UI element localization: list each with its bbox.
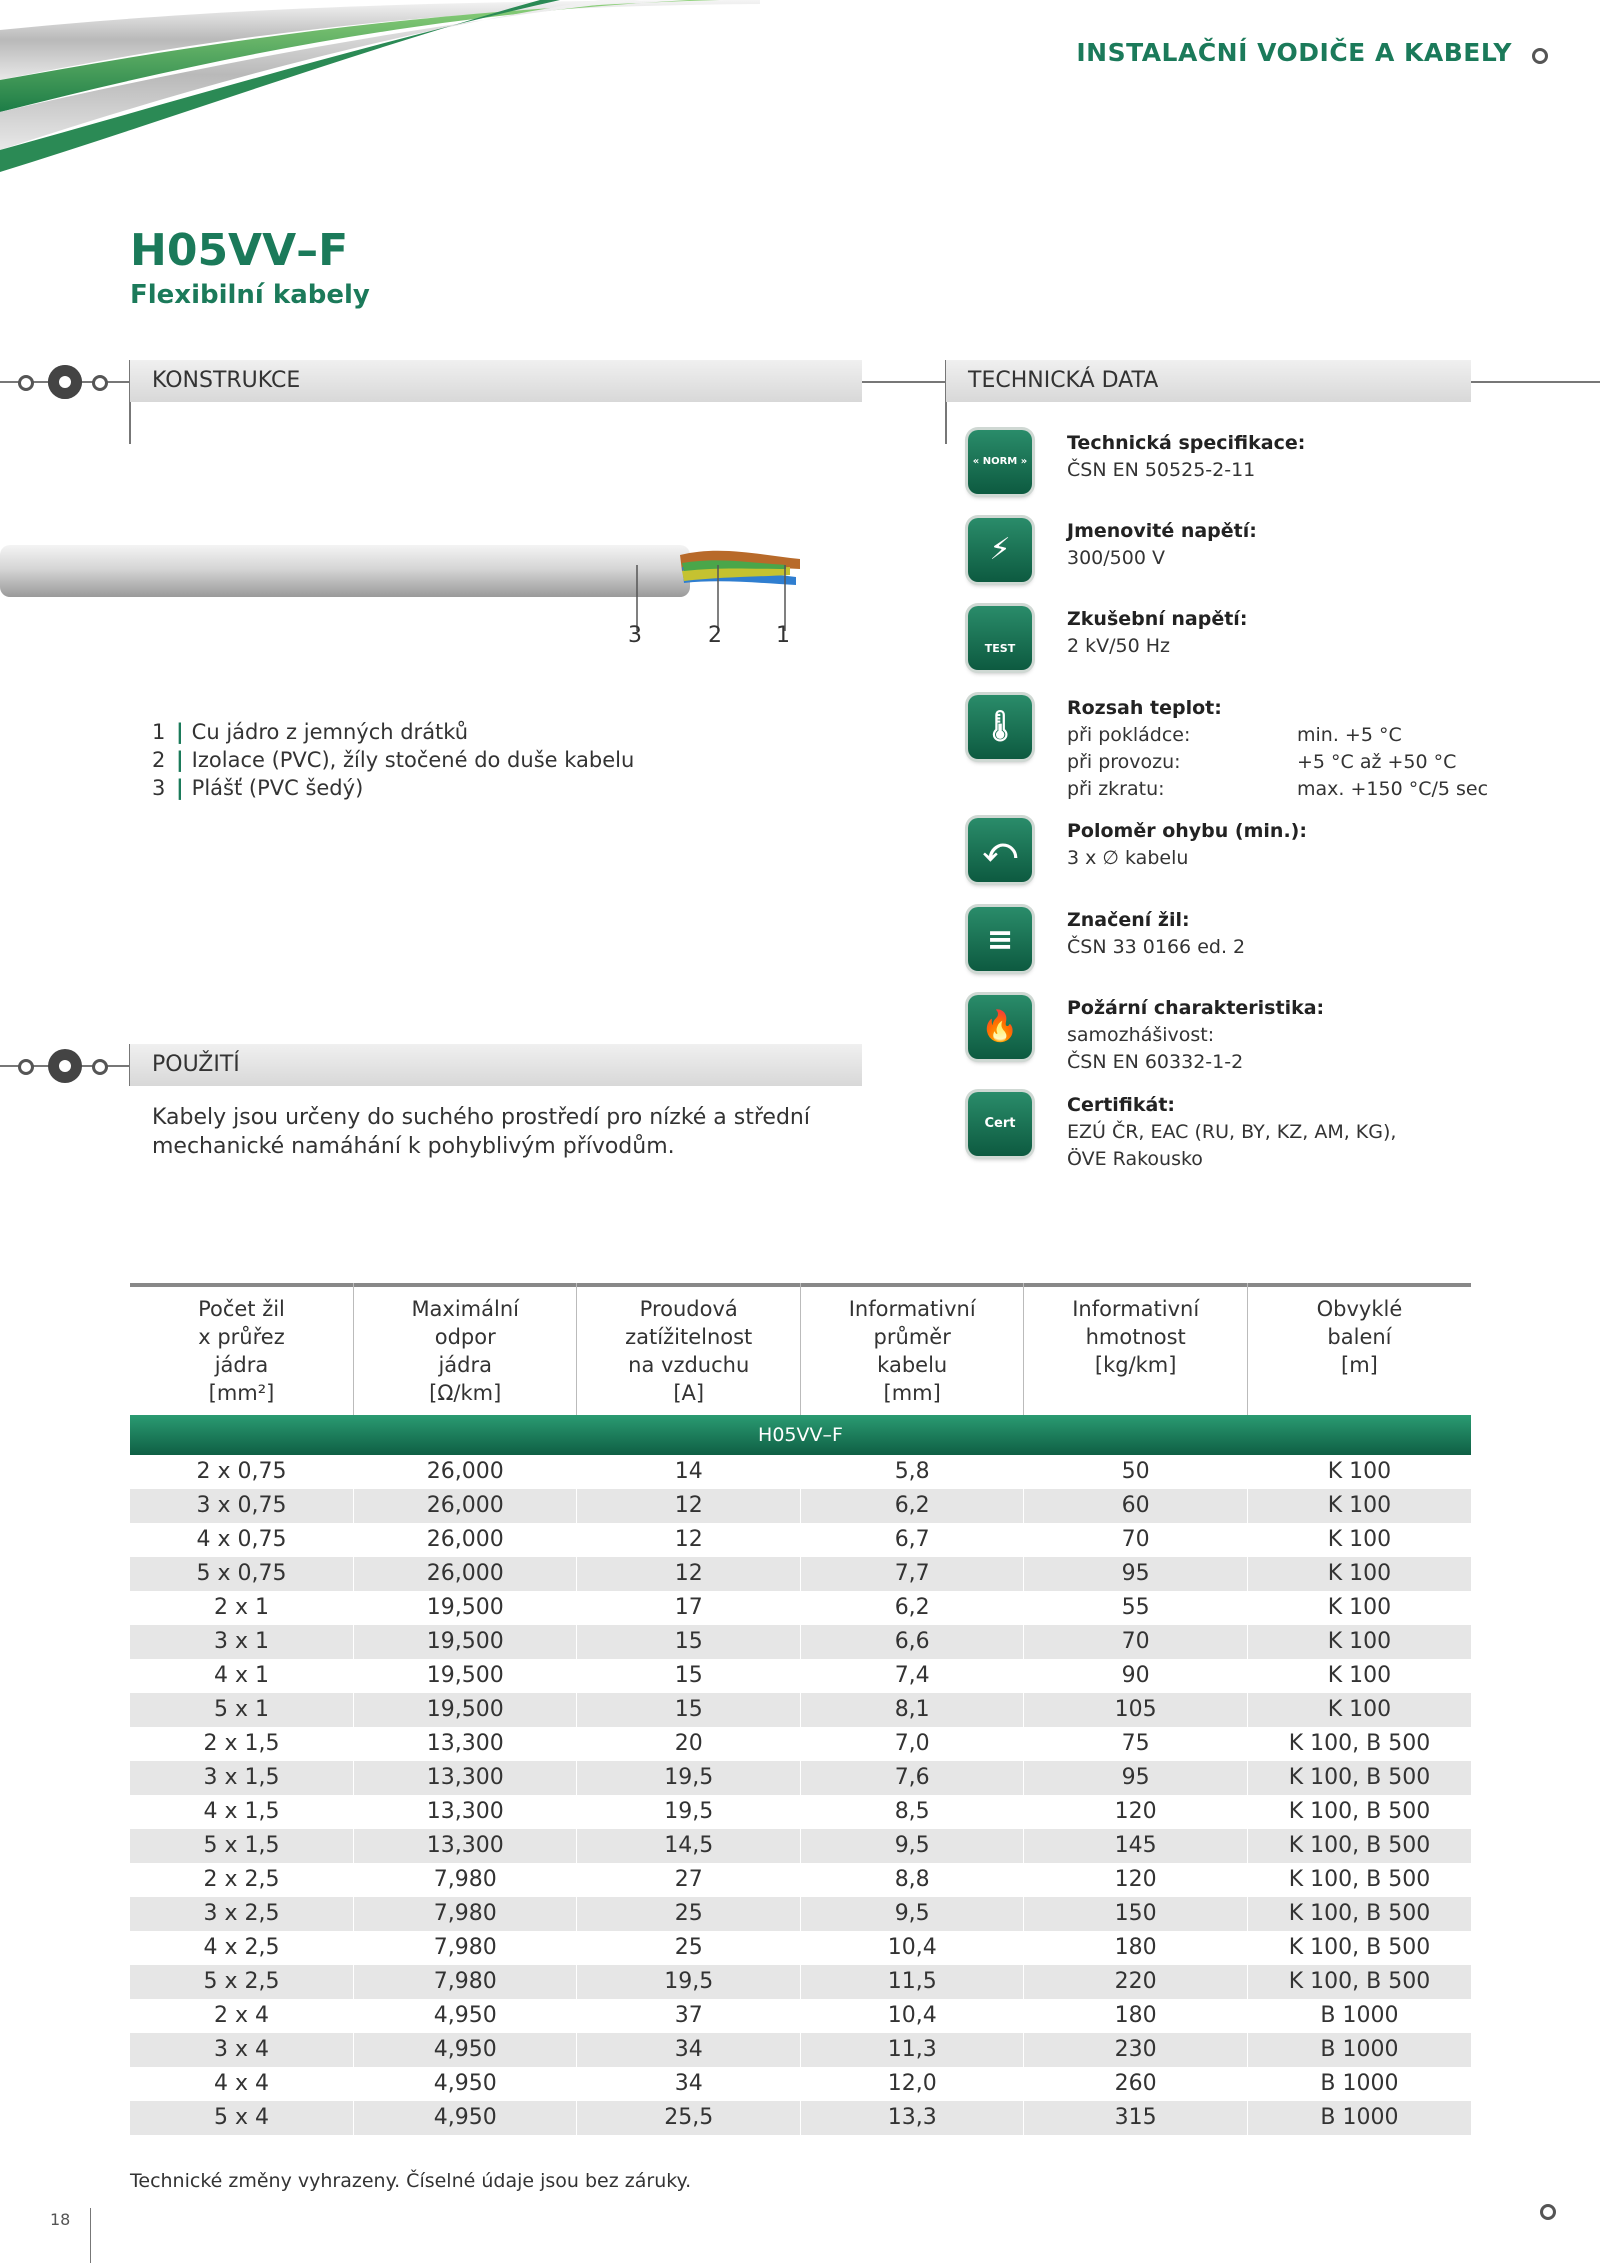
table-cell: 4 x 4 xyxy=(213,2071,269,2096)
column-header: Informativní hmotnost [kg/km] xyxy=(1024,1283,1247,1415)
table-cell: 10,4 xyxy=(800,1999,1023,2033)
table-cell: 120 xyxy=(1024,1863,1247,1897)
table-cell: 13,3 xyxy=(800,2101,1023,2135)
table-cell: 150 xyxy=(1024,1897,1247,1931)
table-cell: K 100, B 500 xyxy=(1247,1795,1471,1829)
table-cell: 95 xyxy=(1024,1557,1247,1591)
table-cell: 25 xyxy=(577,1897,800,1931)
cable-banner-graphic xyxy=(0,0,760,180)
table-cell: K 100 xyxy=(1247,1659,1471,1693)
table-cell: 12,0 xyxy=(800,2067,1023,2101)
section-header-construction: KONSTRUKCE xyxy=(130,360,862,402)
table-cell: 3 x 0,75 xyxy=(130,1489,353,1523)
table-cell: 90 xyxy=(1024,1659,1247,1693)
tech-value: 300/500 V xyxy=(1067,547,1165,569)
table-cell: 5 x 4 xyxy=(130,2101,353,2135)
table-cell: 4,950 xyxy=(353,1999,576,2033)
table-cell: 50 xyxy=(1024,1455,1247,1489)
table-cell: 5 x 1 xyxy=(130,1693,353,1727)
header-bullet-icon xyxy=(1532,48,1548,64)
section-header-usage: POUŽITÍ xyxy=(130,1044,862,1086)
table-cell: 105 xyxy=(1024,1693,1247,1727)
column-header: Proudová zatížitelnost na vzduchu [A] xyxy=(577,1283,800,1415)
table-cell: 20 xyxy=(577,1727,800,1761)
table-cell: 12 xyxy=(577,1557,800,1591)
table-row xyxy=(130,2033,1471,2067)
tech-label: Poloměr ohybu (min.): xyxy=(1067,820,1307,842)
tech-label: Jmenovité napětí: xyxy=(1067,520,1257,542)
table-cell: 5 x 0,75 xyxy=(130,1557,353,1591)
table-cell: K 100 xyxy=(1247,1523,1471,1557)
table-cell: 4 x 1 xyxy=(213,1663,269,1688)
table-cell: K 100, B 500 xyxy=(1247,1829,1471,1863)
table-cell: 3 x 1,5 xyxy=(130,1761,353,1795)
table-cell: 15 xyxy=(577,1625,800,1659)
table-cell: 37 xyxy=(577,1999,800,2033)
table-row xyxy=(130,1625,1471,1659)
tech-label: Značení žil: xyxy=(1067,909,1190,931)
column-header: Obvyklé balení [m] xyxy=(1247,1283,1471,1415)
table-cell: 9,5 xyxy=(800,1829,1023,1863)
table-row xyxy=(130,1659,1471,1693)
table-row xyxy=(130,1965,1471,1999)
table-cell: 19,500 xyxy=(353,1591,576,1625)
table-row xyxy=(130,1897,1471,1931)
table-cell: 180 xyxy=(1024,1999,1247,2033)
column-header: Počet žil x průřez jádra [mm²] xyxy=(198,1297,285,1405)
table-cell: 6,6 xyxy=(800,1625,1023,1659)
section-node-icon xyxy=(92,375,108,391)
table-cell: 7,980 xyxy=(353,1863,576,1897)
table-row xyxy=(130,1863,1471,1897)
table-cell: 145 xyxy=(1024,1829,1247,1863)
table-row xyxy=(130,1931,1471,1965)
certificate-item xyxy=(968,1092,1588,1182)
table-cell: K 100 xyxy=(1247,1625,1471,1659)
table-cell: 26,000 xyxy=(353,1455,576,1489)
test-voltage-icon: TEST xyxy=(968,606,1032,670)
table-cell: 7,980 xyxy=(353,1965,576,1999)
table-cell: 19,500 xyxy=(353,1625,576,1659)
voltage-icon: ⚡ xyxy=(968,518,1032,582)
table-cell: 120 xyxy=(1024,1795,1247,1829)
table-row xyxy=(130,1727,1471,1761)
table-row xyxy=(130,1489,1471,1523)
table-cell: 12 xyxy=(577,1489,800,1523)
fire-icon: 🔥 xyxy=(968,995,1032,1059)
thermometer-icon: 🌡 xyxy=(968,695,1032,759)
table-cell: 13,300 xyxy=(353,1727,576,1761)
table-cell: 8,5 xyxy=(800,1795,1023,1829)
table-cell: 10,4 xyxy=(800,1931,1023,1965)
table-cell: 70 xyxy=(1024,1625,1247,1659)
temp-install-value: min. +5 °C xyxy=(1297,724,1402,746)
fire-characteristics-item xyxy=(968,995,1588,1085)
table-cell: K 100, B 500 xyxy=(1247,1965,1471,1999)
table-cell: B 1000 xyxy=(1247,2067,1471,2101)
cable-data-table xyxy=(130,1283,1471,2135)
table-cell: K 100, B 500 xyxy=(1247,1931,1471,1965)
divider-line xyxy=(862,381,946,383)
tech-value: ČSN EN 60332-1-2 xyxy=(1067,1051,1244,1073)
table-cell: 5,8 xyxy=(800,1455,1023,1489)
table-cell: 17 xyxy=(577,1591,800,1625)
table-cell: 230 xyxy=(1024,2033,1247,2067)
table-cell: 2 x 0,75 xyxy=(196,1459,287,1484)
table-row xyxy=(130,1761,1471,1795)
list-item: 2 | Izolace (PVC), žíly stočené do duše kabelu xyxy=(152,748,635,772)
table-cell: K 100, B 500 xyxy=(1247,1727,1471,1761)
table-cell: B 1000 xyxy=(1247,1999,1471,2033)
table-cell: 19,5 xyxy=(577,1761,800,1795)
table-row xyxy=(130,1999,1471,2033)
table-cell: 9,5 xyxy=(800,1897,1023,1931)
table-cell: 180 xyxy=(1024,1931,1247,1965)
table-cell: 25 xyxy=(577,1931,800,1965)
table-row xyxy=(130,1591,1471,1625)
tech-label: Požární charakteristika: xyxy=(1067,997,1325,1019)
table-cell: 7,980 xyxy=(353,1931,576,1965)
table-cell: 2 x 1,5 xyxy=(203,1731,280,1756)
tech-label: Zkušební napětí: xyxy=(1067,608,1248,630)
table-cell: 7,6 xyxy=(800,1761,1023,1795)
section-main-node-icon xyxy=(48,1049,82,1083)
table-row xyxy=(130,1455,1471,1489)
temp-install-label: při pokládce: xyxy=(1067,724,1191,746)
table-row xyxy=(130,2101,1471,2135)
table-cell: 34 xyxy=(577,2033,800,2067)
table-cell: 26,000 xyxy=(353,1489,576,1523)
table-cell: 13,300 xyxy=(353,1761,576,1795)
page-header-title: INSTALAČNÍ VODIČE A KABELY xyxy=(1076,38,1512,67)
table-cell: 2 x 4 xyxy=(213,2003,269,2028)
table-cell: K 100 xyxy=(1247,1557,1471,1591)
table-cell: 13,300 xyxy=(353,1829,576,1863)
table-cell: 2 x 1 xyxy=(213,1595,269,1620)
table-cell: 4 x 2,5 xyxy=(203,1935,280,1960)
table-cell: 75 xyxy=(1024,1727,1247,1761)
table-cell: 60 xyxy=(1024,1489,1247,1523)
section-node-icon xyxy=(18,1059,34,1075)
list-item: 1 | Cu jádro z jemných drátků xyxy=(152,720,469,744)
table-cell: 12 xyxy=(577,1523,800,1557)
table-row xyxy=(130,2067,1471,2101)
table-cell: 55 xyxy=(1024,1591,1247,1625)
section-header-technical: TECHNICKÁ DATA xyxy=(946,360,1471,402)
temperature-range-item xyxy=(968,695,1588,805)
tech-value: 3 x ∅ kabelu xyxy=(1067,847,1189,869)
table-cell: K 100 xyxy=(1247,1489,1471,1523)
table-cell: 315 xyxy=(1024,2101,1247,2135)
table-cell: 13,300 xyxy=(353,1795,576,1829)
core-marking-item xyxy=(968,907,1588,977)
tech-value: samozhášivost: xyxy=(1067,1024,1215,1046)
table-cell: 4 x 0,75 xyxy=(196,1527,287,1552)
table-cell: 2 x 2,5 xyxy=(203,1867,280,1892)
tech-value: 2 kV/50 Hz xyxy=(1067,635,1171,657)
table-cell: 25,5 xyxy=(577,2101,800,2135)
temp-short-value: max. +150 °C/5 sec xyxy=(1297,778,1489,800)
product-title: H05VV–F xyxy=(130,225,349,276)
table-cell: 220 xyxy=(1024,1965,1247,1999)
table-row xyxy=(130,1523,1471,1557)
table-cell: K 100, B 500 xyxy=(1247,1897,1471,1931)
table-cell: K 100 xyxy=(1247,1591,1471,1625)
tech-spec-item xyxy=(968,430,1588,500)
table-cell: 5 x 2,5 xyxy=(130,1965,353,1999)
bend-radius-item xyxy=(968,818,1588,888)
table-cell: K 100 xyxy=(1247,1693,1471,1727)
footnote: Technické změny vyhrazeny. Číselné údaje jsou bez záruky. xyxy=(130,2170,692,2192)
divider-line xyxy=(1471,381,1600,383)
table-cell: 11,3 xyxy=(800,2033,1023,2067)
table-cell: B 1000 xyxy=(1247,2101,1471,2135)
table-cell: K 100, B 500 xyxy=(1247,1761,1471,1795)
test-voltage-item xyxy=(968,606,1588,676)
table-cell: 19,5 xyxy=(577,1795,800,1829)
construction-list xyxy=(152,718,634,802)
table-cell: 11,5 xyxy=(800,1965,1023,1999)
list-item: 3 | Plášť (PVC šedý) xyxy=(152,776,364,800)
table-cell: 70 xyxy=(1024,1523,1247,1557)
table-header-row xyxy=(130,1283,1471,1415)
cable-label-2: 2 xyxy=(708,623,722,648)
cable-label-3: 3 xyxy=(628,623,642,648)
table-cell: 6,2 xyxy=(800,1591,1023,1625)
tech-value: ÖVE Rakousko xyxy=(1067,1148,1203,1170)
table-cell: 5 x 1,5 xyxy=(130,1829,353,1863)
table-cell: 15 xyxy=(577,1693,800,1727)
table-cell: 19,5 xyxy=(577,1965,800,1999)
temp-operation-label: při provozu: xyxy=(1067,751,1181,773)
table-cell: 4,950 xyxy=(353,2067,576,2101)
table-cell: 19,500 xyxy=(353,1693,576,1727)
tech-label: Certifikát: xyxy=(1067,1094,1176,1116)
column-header: Maximální odpor jádra [Ω/km] xyxy=(353,1283,576,1415)
tech-label: Technická specifikace: xyxy=(1067,432,1306,454)
table-cell: K 100 xyxy=(1247,1455,1471,1489)
table-cell: 7,7 xyxy=(800,1557,1023,1591)
table-cell: 26,000 xyxy=(353,1523,576,1557)
table-cell: 19,500 xyxy=(353,1659,576,1693)
table-cell: 3 x 2,5 xyxy=(130,1897,353,1931)
table-cell: 4 x 1,5 xyxy=(203,1799,280,1824)
section-main-node-icon xyxy=(48,365,82,399)
table-cell: 4,950 xyxy=(353,2033,576,2067)
core-marking-icon: ≡ xyxy=(968,907,1032,971)
table-cell: 14 xyxy=(577,1455,800,1489)
table-cell: 4,950 xyxy=(353,2101,576,2135)
table-cell: 3 x 4 xyxy=(130,2033,353,2067)
table-cell: 7,0 xyxy=(800,1727,1023,1761)
tech-value: EZÚ ČR, EAC (RU, BY, KZ, AM, KG), xyxy=(1067,1121,1397,1143)
rated-voltage-item xyxy=(968,518,1588,588)
temp-operation-value: +5 °C až +50 °C xyxy=(1297,751,1457,773)
norm-icon: « NORM » xyxy=(968,430,1032,494)
table-cell: 34 xyxy=(577,2067,800,2101)
temp-short-label: při zkratu: xyxy=(1067,778,1165,800)
divider-line xyxy=(90,2208,91,2263)
table-cell: 8,1 xyxy=(800,1693,1023,1727)
page-number: 18 xyxy=(50,2210,71,2229)
table-row xyxy=(130,1693,1471,1727)
cable-cross-section-image xyxy=(0,515,820,655)
product-subtitle: Flexibilní kabely xyxy=(130,280,370,310)
table-cell: 26,000 xyxy=(353,1557,576,1591)
table-row xyxy=(130,1795,1471,1829)
table-cell: 95 xyxy=(1024,1761,1247,1795)
cable-label-1: 1 xyxy=(776,623,790,648)
tech-value: ČSN 33 0166 ed. 2 xyxy=(1067,936,1246,958)
table-cell: 6,7 xyxy=(800,1523,1023,1557)
table-cell: 7,4 xyxy=(800,1659,1023,1693)
tech-value: ČSN EN 50525-2-11 xyxy=(1067,459,1256,481)
table-cell: 260 xyxy=(1024,2067,1247,2101)
table-cell: B 1000 xyxy=(1247,2033,1471,2067)
table-cell: 14,5 xyxy=(577,1829,800,1863)
section-node-icon xyxy=(18,375,34,391)
usage-text: Kabely jsou určeny do suchého prostředí pro nízké a střední mechanické namáhání k pohyblivým přívodům. xyxy=(152,1105,810,1159)
table-cell: 7,980 xyxy=(353,1897,576,1931)
table-row xyxy=(130,1557,1471,1591)
table-cell: 15 xyxy=(577,1659,800,1693)
tech-label: Rozsah teplot: xyxy=(1067,697,1222,719)
footer-bullet-icon xyxy=(1540,2204,1556,2220)
certificate-icon: Cert xyxy=(968,1092,1032,1156)
table-cell: 6,2 xyxy=(800,1489,1023,1523)
group-label: H05VV–F xyxy=(130,1415,1471,1455)
section-node-icon xyxy=(92,1059,108,1075)
table-row xyxy=(130,1829,1471,1863)
column-header: Informativní průměr kabelu [mm] xyxy=(800,1283,1023,1415)
bend-radius-icon: ⤺ xyxy=(968,818,1032,882)
table-cell: K 100, B 500 xyxy=(1247,1863,1471,1897)
table-cell: 3 x 1 xyxy=(130,1625,353,1659)
table-group-row xyxy=(130,1415,1471,1455)
table-cell: 8,8 xyxy=(800,1863,1023,1897)
table-cell: 27 xyxy=(577,1863,800,1897)
